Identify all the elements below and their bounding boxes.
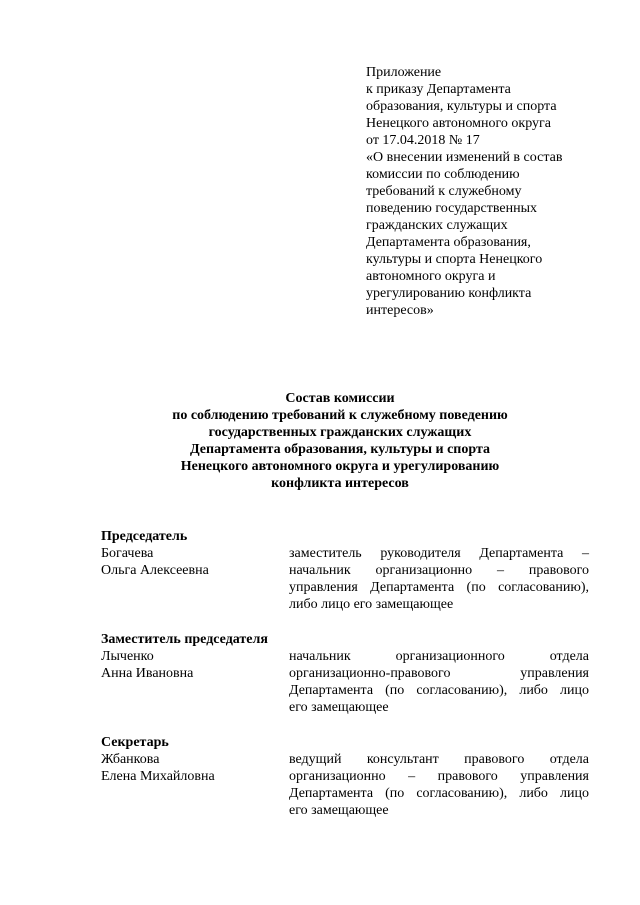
appendix-line: от 17.04.2018 № 17: [366, 133, 480, 148]
member-name: [101, 545, 289, 613]
member-name: [101, 648, 289, 716]
position-line: ведущий консультант правового отдела: [289, 752, 589, 767]
position-line: организационно-правового управления: [289, 666, 589, 681]
title-line: государственных гражданских служащих: [208, 425, 472, 440]
member-name: [101, 751, 289, 819]
member-surname: Жбанкова: [101, 752, 160, 767]
appendix-header: [366, 64, 616, 319]
title-line: по соблюдению требований к служебному поведению: [172, 408, 508, 423]
title-line: Состав комиссии: [285, 391, 395, 406]
document-title: [80, 390, 600, 492]
appendix-line: Департамента образования,: [366, 235, 531, 250]
member-given-names: Анна Ивановна: [101, 666, 194, 681]
member-given-names: Ольга Алексеевна: [101, 563, 209, 578]
member-surname: Богачева: [101, 546, 154, 561]
position-line: Департамента (по согласованию), либо лицо: [289, 683, 589, 698]
position-line: Департамента (по согласованию), либо лицо: [289, 786, 589, 801]
member-role: Секретарь: [101, 735, 169, 750]
title-line: Департамента образования, культуры и спорта: [190, 442, 490, 457]
title-line: конфликта интересов: [271, 476, 409, 491]
appendix-line: урегулированию конфликта: [366, 286, 532, 301]
member-position: [289, 648, 589, 716]
appendix-line: Ненецкого автономного округа: [366, 116, 551, 131]
member-role: Председатель: [101, 529, 188, 544]
appendix-line: Приложение: [366, 65, 442, 80]
appendix-line: культуры и спорта Ненецкого: [366, 252, 543, 267]
position-line: его замещающее: [289, 803, 389, 818]
position-line: начальник организационно – правового: [289, 563, 589, 578]
position-line: его замещающее: [289, 700, 389, 715]
member-row: [101, 545, 589, 613]
member-chairman: [101, 528, 589, 613]
member-role: Заместитель председателя: [101, 632, 268, 647]
member-secretary: [101, 734, 589, 819]
position-line: организационно – правового управления: [289, 769, 589, 784]
position-line: либо лицо его замещающее: [289, 597, 454, 612]
appendix-line: образования, культуры и спорта: [366, 99, 557, 114]
member-row: [101, 648, 589, 716]
member-surname: Лыченко: [101, 649, 154, 664]
appendix-line: комиссии по соблюдению: [366, 167, 520, 182]
appendix-line: интересов»: [366, 303, 434, 318]
member-deputy-chairman: [101, 631, 589, 716]
appendix-line: требований к служебному: [366, 184, 522, 199]
appendix-line: «О внесении изменений в состав: [366, 150, 563, 165]
member-given-names: Елена Михайловна: [101, 769, 215, 784]
appendix-line: автономного округа и: [366, 269, 496, 284]
position-line: заместитель руководителя Департамента –: [289, 546, 589, 561]
position-line: управления Департамента (по согласованию),: [289, 580, 589, 595]
member-row: [101, 751, 589, 819]
appendix-line: поведению государственных: [366, 201, 538, 216]
appendix-line: гражданских служащих: [366, 218, 508, 233]
member-position: [289, 751, 589, 819]
title-line: Ненецкого автономного округа и урегулированию: [180, 459, 500, 474]
appendix-line: к приказу Департамента: [366, 82, 511, 97]
member-position: [289, 545, 589, 613]
position-line: начальник организационного отдела: [289, 649, 589, 664]
